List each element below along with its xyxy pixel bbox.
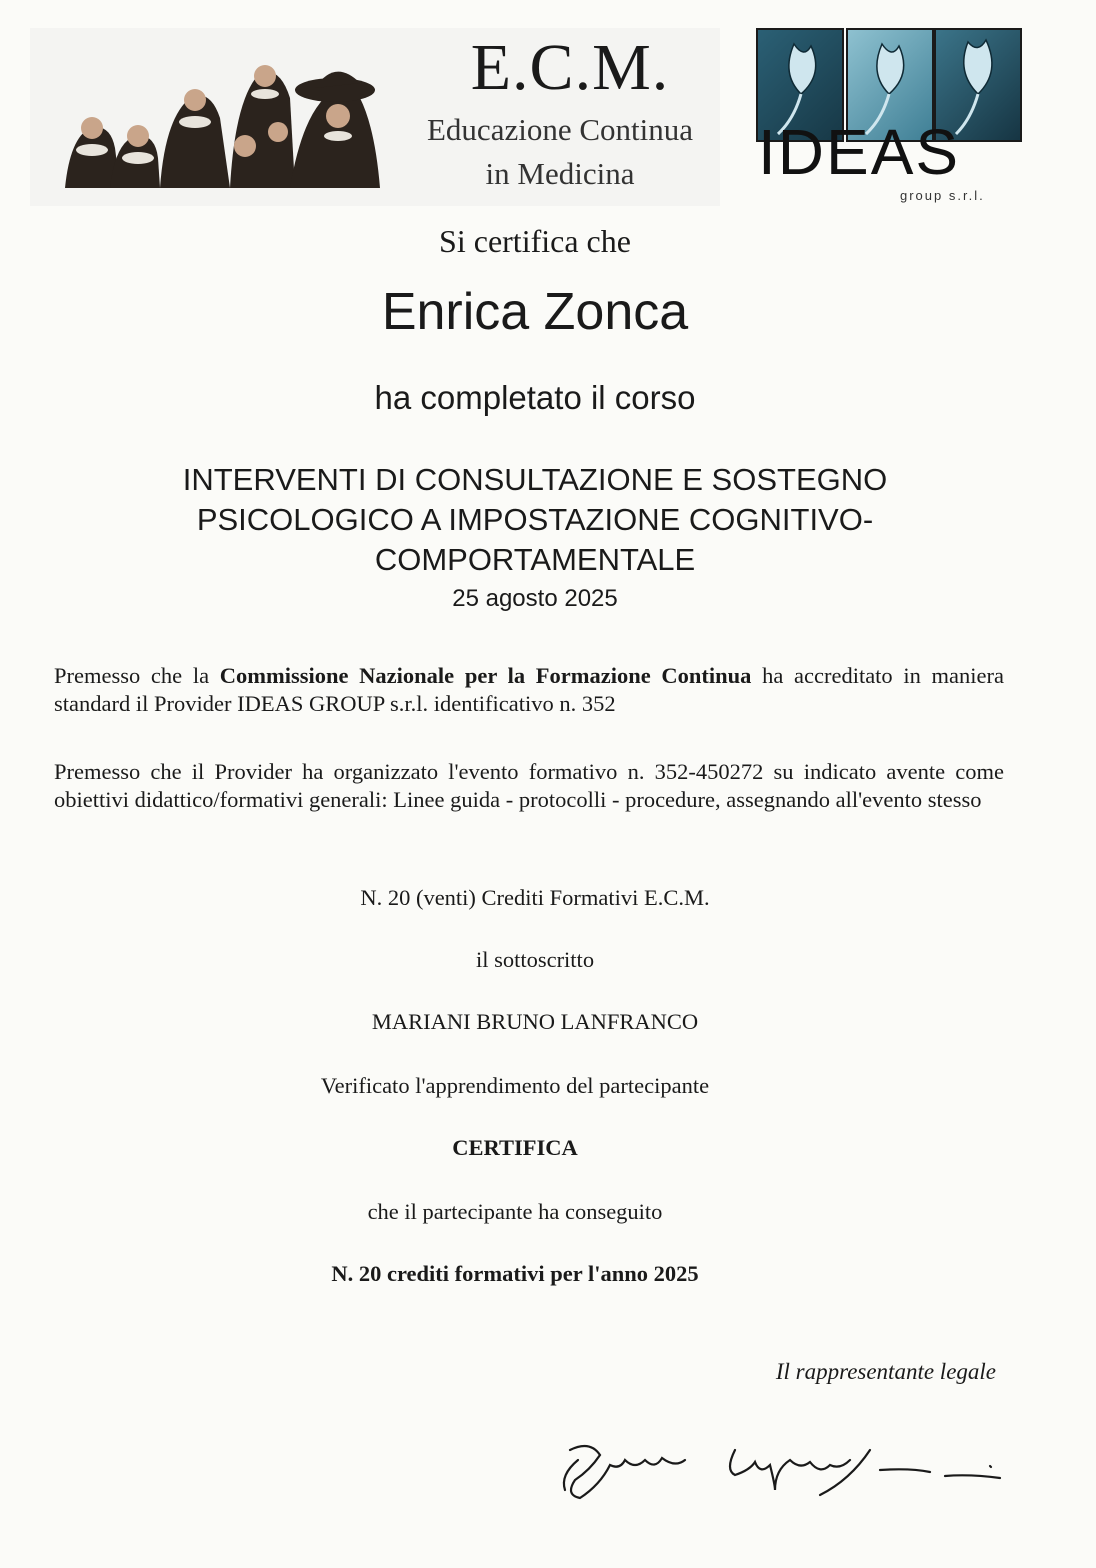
- recipient-name: Enrica Zonca: [381, 283, 689, 341]
- event-paragraph: Premesso che il Provider ha organizzato l'evento formativo n. 352-450272 su indicato avente come obiettivi didattico/formativi generali: Linee guida - protocolli - procedure, assegnando all'evento stesso: [54, 759, 1004, 812]
- verified-text: Verificato l'apprendimento del partecipante: [320, 1073, 710, 1098]
- intro-text: Si certifica che: [439, 223, 631, 259]
- commission-name: Commissione Nazionale per la Formazione Continua: [219, 663, 752, 688]
- p1-text: ha accreditato in maniera standard il Provider IDEAS GROUP s.r.l. identificativo n. 352: [54, 663, 1004, 716]
- signer-name: MARIANI BRUNO LANFRANCO: [371, 1009, 699, 1034]
- accreditation-paragraph: [54, 662, 1004, 718]
- p1-text: Premesso che la: [54, 663, 220, 688]
- final-credits: N. 20 crediti formativi per l'anno 2025: [331, 1261, 699, 1286]
- course-date: 25 agosto 2025: [452, 585, 618, 612]
- credits-line: N. 20 (venti) Crediti Formativi E.C.M.: [360, 885, 710, 910]
- anatomy-lesson-painting: [30, 28, 410, 206]
- ecm-subtitle-line1: Educazione Continua: [427, 112, 693, 147]
- certifies-heading: CERTIFICA: [452, 1135, 578, 1160]
- achieved-text: che il partecipante ha conseguito: [367, 1199, 663, 1224]
- course-title-line: INTERVENTI DI CONSULTAZIONE E SOSTEGNO: [182, 462, 888, 497]
- course-title-line: PSICOLOGICO A IMPOSTAZIONE COGNITIVO-: [196, 502, 874, 537]
- undersigned-text: il sottoscritto: [475, 947, 595, 972]
- ecm-subtitle-line2: in Medicina: [485, 156, 635, 191]
- course-title: [0, 460, 1070, 580]
- ideas-logo-word: IDEAS: [758, 116, 961, 188]
- signature-title: Il rappresentante legale: [775, 1359, 996, 1384]
- course-title-line: COMPORTAMENTALE: [374, 542, 696, 577]
- ideas-logo-sub: group s.r.l.: [900, 188, 985, 203]
- completed-text: ha completato il corso: [374, 379, 696, 416]
- handwritten-signature: [550, 1430, 1020, 1510]
- ecm-title: E.C.M.: [470, 31, 670, 104]
